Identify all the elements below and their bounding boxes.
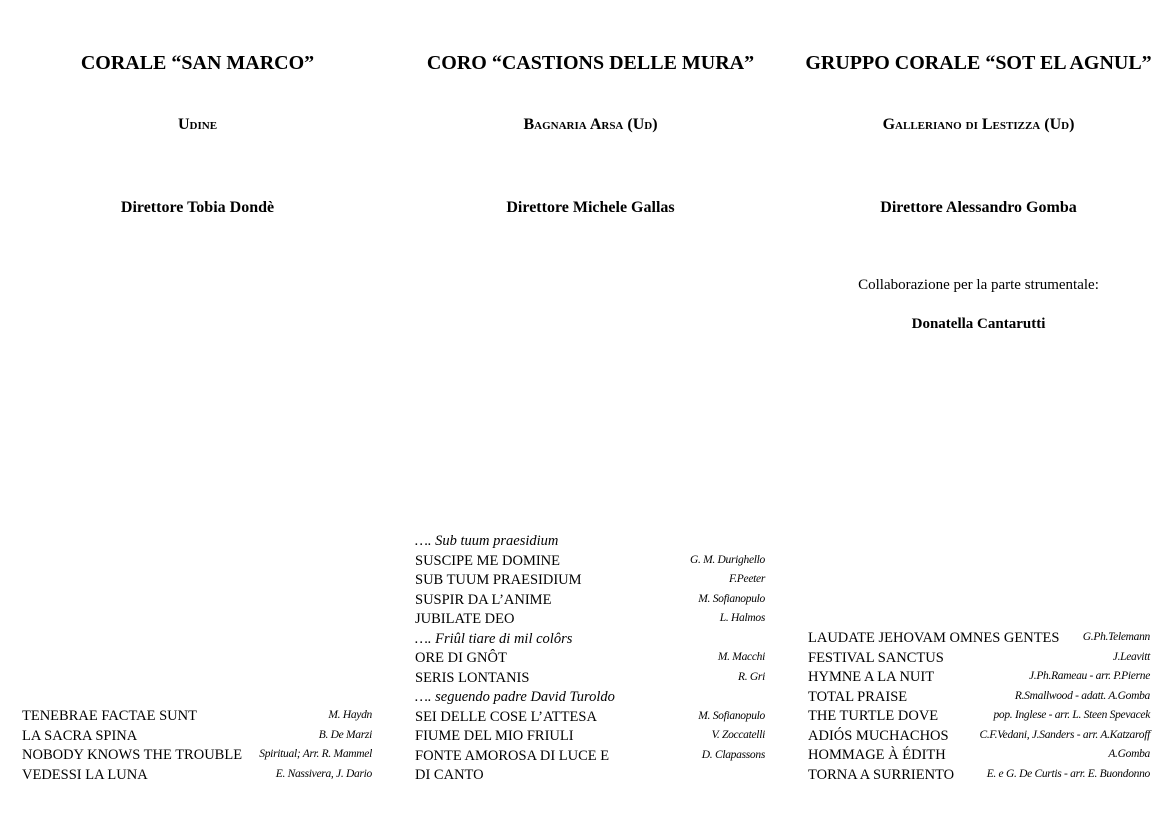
program-item: [415, 668, 765, 688]
piece-composer: R.Smallwood - adatt. A.Gomba: [1014, 689, 1150, 702]
choir-title: CORO “CASTIONS DELLE MURA”: [426, 52, 755, 74]
program-list: [415, 531, 765, 785]
piece-title: ADIÓS MUCHACHOS: [808, 727, 949, 744]
choir-director: Direttore Alessandro Gomba: [880, 199, 1077, 216]
choir-city: Galleriano di Lestizza (Ud): [882, 116, 1075, 133]
program-item: [808, 765, 1150, 785]
choir-column-castions: [393, 0, 788, 832]
piece-composer: Spiritual; Arr. R. Mammel: [259, 748, 372, 760]
piece-composer: G.Ph.Telemann: [1082, 631, 1150, 643]
piece-title: JUBILATE DEO: [415, 611, 515, 627]
choir-title: GRUPPO CORALE “SOT EL AGNUL”: [805, 52, 1152, 74]
piece-title: TORNA A SURRIENTO: [808, 766, 955, 783]
program-item: [415, 570, 765, 590]
piece-composer: M. Macchi: [717, 651, 765, 663]
choir-city: Bagnaria Arsa (Ud): [523, 116, 658, 133]
section-title: …. Friûl tiare di mil colôrs: [415, 630, 573, 647]
program-item: [415, 746, 765, 766]
piece-composer: B. De Marzi: [318, 728, 372, 741]
choir-column-san-marco: [0, 0, 395, 832]
piece-title: FIUME DEL MIO FRIULI: [415, 728, 574, 744]
choir-director: Direttore Tobia Dondè: [120, 199, 275, 216]
program-item: [415, 707, 765, 727]
program-list: [808, 628, 1150, 784]
piece-title: NOBODY KNOWS THE TROUBLE: [22, 747, 243, 763]
piece-composer: E. e G. De Curtis - arr. E. Buondonno: [986, 767, 1150, 780]
program-section-heading: [415, 629, 765, 649]
collaborator-name: Donatella Cantarutti: [911, 316, 1046, 332]
program-item: [415, 726, 765, 746]
piece-composer: D. Clapassons: [701, 748, 765, 761]
choir-column-sot-el-agnul: [786, 0, 1171, 832]
piece-title: FESTIVAL SANCTUS: [808, 649, 944, 666]
piece-title: SUB TUUM PRAESIDIUM: [415, 572, 582, 588]
piece-title: SERIS LONTANIS: [415, 669, 530, 686]
section-title: …. Sub tuum praesidium: [415, 533, 559, 549]
program-list: [22, 706, 372, 784]
piece-composer: L. Halmos: [719, 612, 765, 624]
program-section-heading: [415, 531, 765, 551]
program-item: [22, 765, 372, 785]
program-item: [808, 648, 1150, 668]
piece-composer: A.Gomba: [1108, 748, 1150, 760]
program-item: [22, 726, 372, 746]
program-item: [808, 687, 1150, 707]
piece-title: DI CANTO: [415, 767, 484, 783]
program-item: [415, 609, 765, 629]
piece-composer: M. Sofianopulo: [698, 709, 765, 722]
piece-composer: M. Sofianopulo: [698, 592, 765, 605]
piece-title: TOTAL PRAISE: [808, 688, 908, 705]
piece-composer: J.Leavitt: [1112, 650, 1150, 663]
piece-composer: G. M. Durighello: [689, 553, 765, 566]
program-item: [808, 628, 1150, 648]
program-item: [808, 667, 1150, 687]
program-item: [22, 745, 372, 765]
program-item: [415, 590, 765, 610]
program-item: [808, 706, 1150, 726]
program-item: [22, 706, 372, 726]
program-section-heading: [415, 687, 765, 707]
piece-title: FONTE AMOROSA DI LUCE E: [415, 747, 610, 764]
piece-title: HOMMAGE À ÉDITH: [808, 747, 946, 763]
section-title: …. seguendo padre David Turoldo: [415, 689, 615, 705]
piece-composer: M. Haydn: [328, 709, 372, 721]
program-item: [415, 765, 765, 785]
piece-title: ORE DI GNÔT: [415, 650, 507, 666]
piece-title: VEDESSI LA LUNA: [22, 766, 148, 783]
program-item: [808, 726, 1150, 746]
choir-title: CORALE “SAN MARCO”: [80, 52, 315, 74]
program-item: [415, 648, 765, 668]
piece-title: LAUDATE JEHOVAM OMNES GENTES: [808, 630, 1060, 646]
collaboration-label: Collaborazione per la parte strumentale:: [858, 277, 1099, 293]
piece-title: SUSPIR DA L’ANIME: [415, 591, 552, 608]
program-item: [808, 745, 1150, 765]
piece-composer: E. Nassivera, J. Dario: [275, 767, 372, 780]
piece-composer: C.F.Vedani, J.Sanders - arr. A.Katzaroff: [979, 728, 1150, 741]
piece-title: THE TURTLE DOVE: [808, 708, 939, 724]
piece-composer: F.Peeter: [728, 573, 765, 585]
piece-title: SEI DELLE COSE L’ATTESA: [415, 708, 597, 725]
piece-title: HYMNE A LA NUIT: [808, 669, 935, 685]
piece-title: LA SACRA SPINA: [22, 727, 138, 744]
piece-composer: pop. Inglese - arr. L. Steen Spevacek: [993, 709, 1150, 721]
piece-composer: J.Ph.Rameau - arr. P.Pierne: [1028, 670, 1150, 682]
piece-title: TENEBRAE FACTAE SUNT: [22, 708, 197, 724]
choir-director: Direttore Michele Gallas: [506, 199, 675, 216]
program-item: [415, 551, 765, 571]
piece-composer: V. Zoccatelli: [711, 729, 765, 741]
piece-title: SUSCIPE ME DOMINE: [415, 552, 561, 569]
piece-composer: R. Gri: [738, 670, 765, 683]
choir-city: Udine: [177, 116, 218, 133]
